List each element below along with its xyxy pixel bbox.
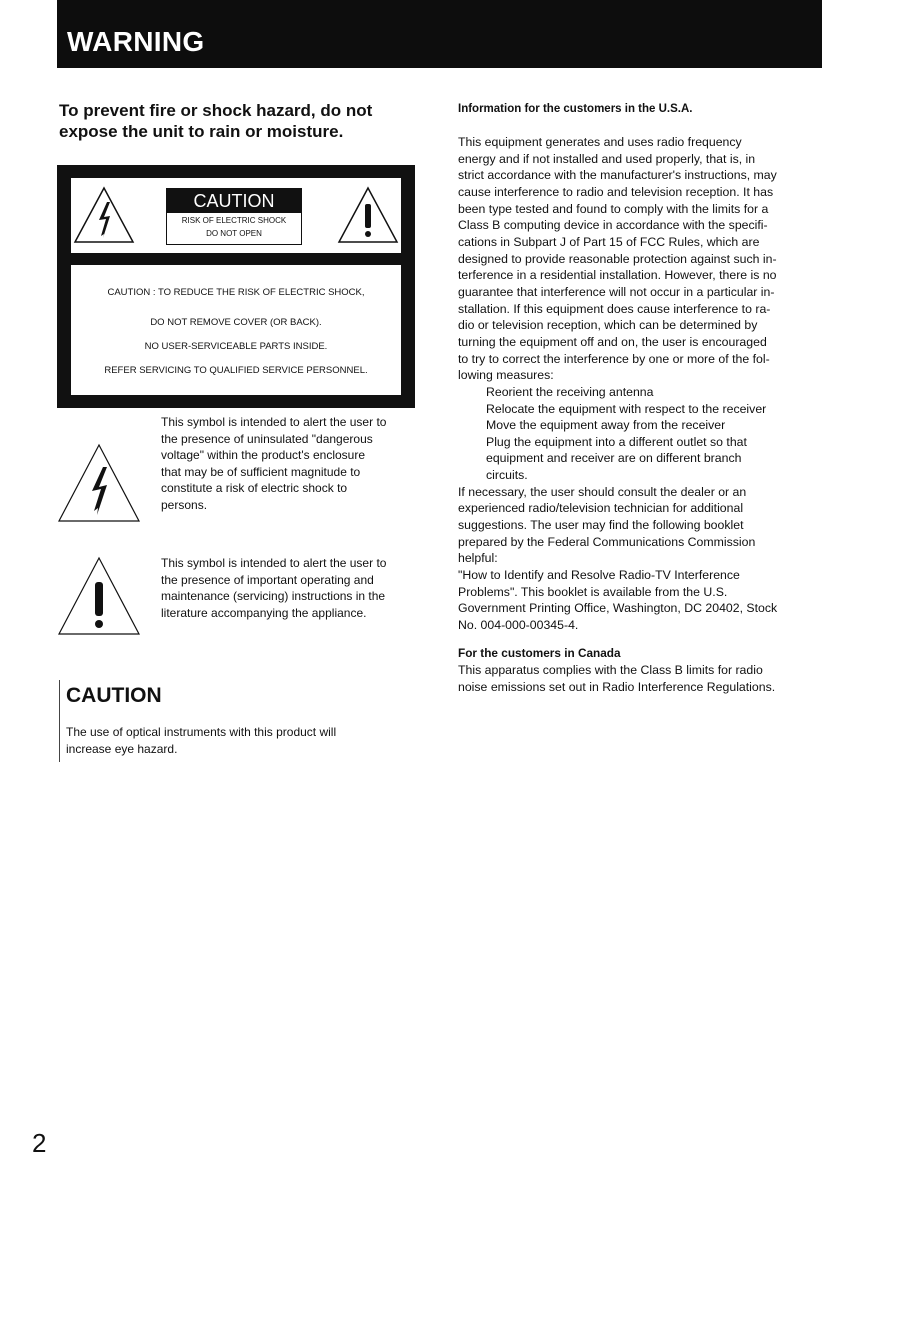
text-line: energy and if not installed and used properly, that is, in (458, 151, 756, 166)
caution-line: NO USER-SERVICEABLE PARTS INSIDE. (144, 341, 328, 352)
text-line: strict accordance with the manufacturer's instructions, may (458, 168, 777, 183)
usa-body (458, 134, 828, 634)
text-line: Class B computing device in accordance with the specifi- (458, 218, 768, 233)
optical-caution-text (66, 724, 336, 757)
caution-symbols-panel (71, 178, 401, 253)
text-line: persons. (161, 497, 208, 512)
text-line: designed to provide reasonable protection against such in- (458, 251, 777, 266)
text-line: The use of optical instruments with this product will (66, 725, 337, 739)
text-line: Problems". This booklet is available from the U.S. (458, 584, 728, 599)
text-line: noise emissions set out in Radio Interference Regulations. (458, 679, 776, 694)
text-line: prepared by the Federal Communications Commission (458, 534, 756, 549)
text-line: cations in Subpart J of Part 15 of FCC Rules, which are (458, 234, 760, 249)
caution-label-line: DO NOT OPEN (206, 229, 262, 238)
text-line: dio or television reception, which can be determined by (458, 318, 758, 333)
text-line: been type tested and found to comply with the limits for a (458, 201, 769, 216)
text-line: literature accompanying the appliance. (161, 605, 367, 620)
text-line: the presence of important operating and (161, 572, 374, 587)
caution-text-panel (71, 265, 401, 395)
text-line: "How to Identify and Resolve Radio-TV Interference (458, 568, 740, 583)
measure-item: Move the equipment away from the receiver (486, 418, 726, 433)
text-line: to try to correct the interference by one or more of the fol- (458, 351, 770, 366)
text-line: This symbol is intended to alert the user to (161, 556, 387, 570)
caution-label-box (57, 165, 415, 408)
page-number: 2 (32, 1128, 47, 1158)
text-line: constitute a risk of electric shock to (161, 481, 348, 495)
lightning-triangle-icon (73, 186, 135, 244)
optical-caution-title: CAUTION (66, 684, 162, 707)
headline-line: To prevent fire or shock hazard, do not (59, 101, 373, 120)
text-line: turning the equipment off and on, the user is encouraged (458, 334, 767, 349)
text-line: Government Printing Office, Washington, DC 20402, Stock (458, 601, 778, 616)
text-line: stallation. If this equipment does cause interference to ra- (458, 301, 771, 316)
caution-label-title: CAUTION (167, 189, 301, 213)
text-line: This equipment generates and uses radio frequency (458, 135, 742, 149)
text-line: No. 004-000-00345-4. (458, 618, 579, 633)
text-line: This apparatus complies with the Class B limits for radio (458, 663, 763, 677)
exclamation-symbol-description (161, 555, 423, 621)
text-line: cause interference to radio and television reception. It has (458, 184, 774, 199)
text-line: that may be of sufficient magnitude to (161, 464, 361, 479)
text-line: suggestions. The user may find the following booklet (458, 518, 744, 533)
caution-line: REFER SERVICING TO QUALIFIED SERVICE PERSONNEL. (104, 365, 368, 376)
measure-item: circuits. (486, 468, 528, 483)
caution-label-line: RISK OF ELECTRIC SHOCK (181, 216, 287, 225)
headline-line: expose the unit to rain or moisture. (59, 122, 344, 141)
measure-item: Relocate the equipment with respect to the receiver (486, 401, 767, 416)
exclamation-triangle-icon (337, 186, 399, 244)
canada-heading: For the customers in Canada (458, 646, 621, 660)
measure-item: Plug the equipment into a different outlet so that (486, 434, 747, 449)
lightning-triangle-icon (57, 443, 141, 523)
warning-banner (57, 0, 822, 68)
text-line: experienced radio/television technician for additional (458, 501, 744, 516)
text-line: If necessary, the user should consult the dealer or an (458, 484, 747, 499)
text-line: guarantee that interference will not occur in a particular in- (458, 284, 775, 299)
text-line: terference in a residential installation. However, there is no (458, 268, 777, 283)
usa-heading: Information for the customers in the U.S.A. (458, 103, 693, 115)
caution-side-rule (59, 680, 60, 762)
canada-body (458, 662, 775, 695)
text-line: lowing measures: (458, 368, 554, 383)
text-line: increase eye hazard. (66, 741, 178, 756)
lightning-symbol-description (161, 414, 423, 513)
measure-item: equipment and receiver are on different branch (486, 451, 742, 466)
warning-title: WARNING (67, 26, 205, 57)
text-line: the presence of uninsulated "dangerous (161, 431, 373, 446)
fire-shock-headline (59, 100, 419, 142)
text-line: This symbol is intended to alert the user to (161, 415, 387, 429)
caution-line: DO NOT REMOVE COVER (OR BACK). (150, 317, 322, 328)
measure-item: Reorient the receiving antenna (486, 384, 654, 399)
text-line: helpful: (458, 551, 498, 566)
text-line: voltage" within the product's enclosure (161, 448, 365, 462)
caution-label (166, 188, 302, 245)
text-line: maintenance (servicing) instructions in the (161, 589, 386, 603)
exclamation-triangle-icon (57, 556, 141, 636)
caution-line: CAUTION : TO REDUCE THE RISK OF ELECTRIC SHOCK, (107, 287, 365, 298)
